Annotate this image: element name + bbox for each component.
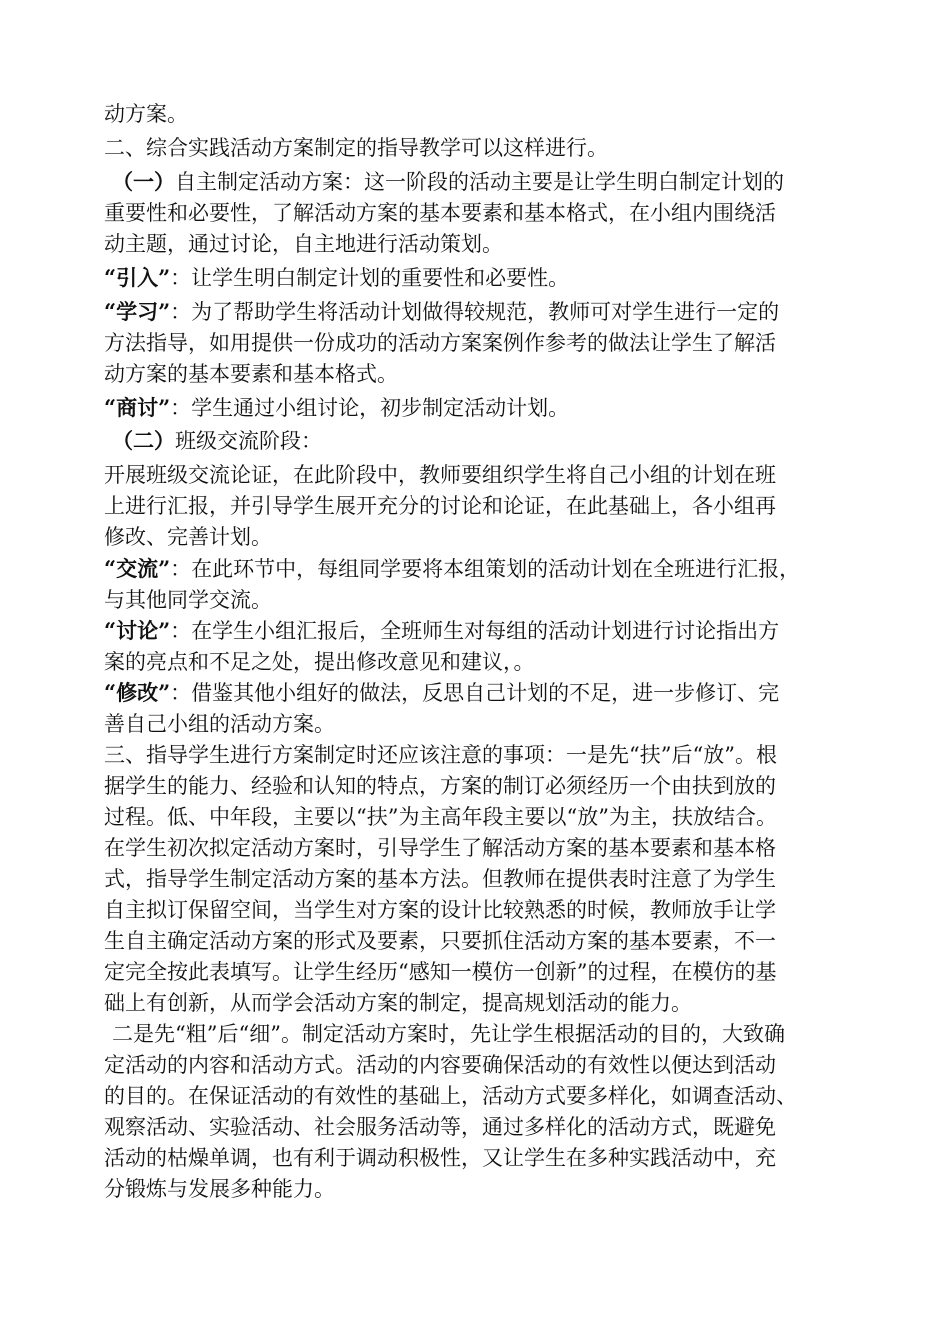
text-span: ：学生通过小组讨论，初步制定活动计划。 [170,396,570,420]
text-line: 重要性和必要性，了解活动方案的基本要素和基本格式，在小组内围绕活 [104,201,776,225]
section-heading: 三、指导学生进行方案制定时还应该注意的事项：一是先“扶”后“放”。根 [104,743,777,767]
text-line: 方法指导，如用提供一份成功的活动方案案例作参考的做法让学生了解活 [104,331,776,355]
text-line: 与其他同学交流。 [104,588,272,612]
text-line: 础上有创新，从而学会活动方案的制定，提高规划活动的能力。 [104,991,692,1015]
text-line: 二是先“粗”后“细”。制定活动方案时，先让学生根据活动的目的，大致确 [112,1022,785,1046]
text-line: 据学生的能力、经验和认知的特点，方案的制订必须经历一个由扶到放的 [104,774,776,798]
text-span: ：在此环节中，每组同学要将本组策划的活动计划在全班进行汇报， [170,557,801,581]
text-span: 自主制定活动方案：这一阶段的活动主要是让学生明白制定计划的 [175,170,784,194]
subsection-number: （一） [112,169,175,194]
text-line: 的目的。在保证活动的有效性的基础上，活动方式要多样化，如调查活动、 [104,1084,797,1108]
text-line: 定完全按此表填写。让学生经历“感知一模仿一创新”的过程，在模仿的基 [104,960,777,984]
text-line: 动主题，通过讨论，自主地进行活动策划。 [104,232,503,256]
term-label: “交流” [104,556,171,581]
term-label: “商讨” [104,395,171,420]
text-line: 观察活动、实验活动、社会服务活动等，通过多样化的活动方式，既避免 [104,1115,776,1139]
subsection-number: （二） [112,428,175,453]
subsection-heading [112,169,784,195]
text-line: 定活动的内容和活动方式。活动的内容要确保活动的有效性以便达到活动 [104,1053,776,1077]
text-line: 动方案的基本要素和基本格式。 [104,362,398,386]
section-heading: 二、综合实践活动方案制定的指导教学可以这样进行。 [104,136,608,160]
term-line [104,265,569,291]
text-line: 上进行汇报，并引导学生展开充分的讨论和论证，在此基础上，各小组再 [104,494,776,518]
text-span: ：为了帮助学生将活动计划做得较规范，教师可对学生进行一定的 [170,300,780,324]
text-line: 生自主确定活动方案的形式及要素，只要抓住活动方案的基本要素，不一 [104,929,776,953]
term-label: “学习” [104,299,171,324]
text-line: 在学生初次拟定活动方案时，引导学生了解活动方案的基本要素和基本格 [104,836,776,860]
text-line: 活动的枯燥单调，也有利于调动积极性，又让学生在多种实践活动中，充 [104,1146,776,1170]
subsection-heading [112,428,322,454]
text-line: 开展班级交流论证，在此阶段中，教师要组织学生将自己小组的计划在班 [104,463,776,487]
text-line: 动方案。 [104,102,188,126]
text-span: 班级交流阶段： [175,429,322,453]
text-line: 自主拟订保留空间，当学生对方案的设计比较熟悉的时候，教师放手让学 [104,898,776,922]
text-span: ：让学生明白制定计划的重要性和必要性。 [170,266,570,290]
text-span: ：在学生小组汇报后，全班师生对每组的活动计划进行讨论指出方 [170,619,780,643]
text-line: 善自己小组的活动方案。 [104,712,335,736]
text-line: 修改、完善计划。 [104,525,272,549]
text-line: 分锻炼与发展多种能力。 [104,1177,335,1201]
text-line: 案的亮点和不足之处，提出修改意见和建议，。 [104,650,535,674]
term-line [104,618,779,644]
term-line [104,395,569,421]
term-line [104,680,779,706]
text-line: 式，指导学生制定活动方案的基本方法。但教师在提供表时注意了为学生 [104,867,776,891]
term-line [104,299,779,325]
term-label: “讨论” [104,618,171,643]
term-label: “修改” [104,680,171,705]
term-label: “引入” [104,265,171,290]
term-line [104,556,800,582]
text-span: ：借鉴其他小组好的做法，反思自己计划的不足，进一步修订、完 [170,681,780,705]
text-line: 过程。低、中年段，主要以“扶”为主高年段主要以“放”为主，扶放结合。 [104,805,777,829]
